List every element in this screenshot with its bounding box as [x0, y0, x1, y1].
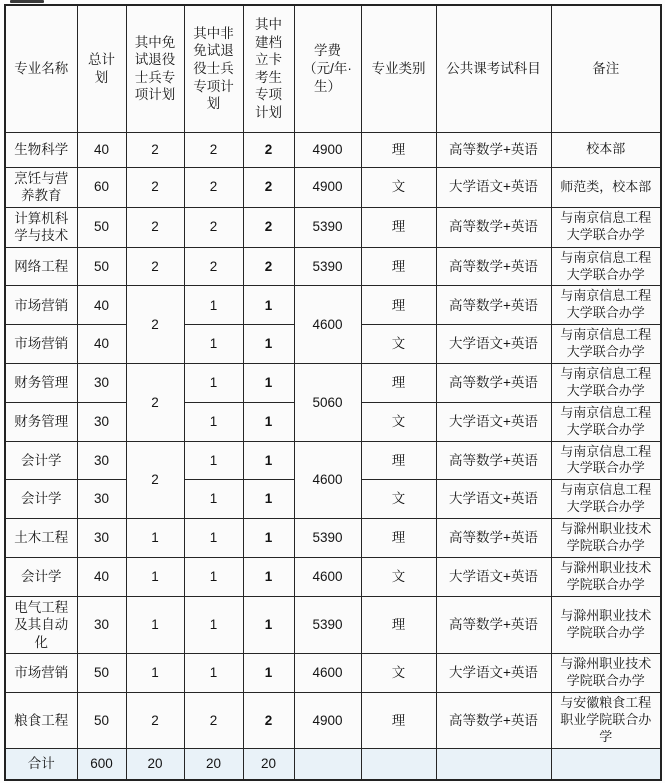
- table-cell: 会计学: [5, 441, 77, 480]
- table-cell: 大学语文+英语: [436, 167, 551, 207]
- table-cell: 财务管理: [5, 364, 77, 403]
- table-cell: 2: [184, 247, 243, 286]
- table-cell: 30: [77, 519, 126, 558]
- table-cell: 高等数学+英语: [436, 519, 551, 558]
- table-cell: 理: [361, 364, 436, 403]
- table-cell: 2: [243, 132, 294, 167]
- table-cell: 与南京信息工程大学联合办学: [551, 364, 661, 403]
- table-body: [5, 132, 661, 780]
- table-cell: 2: [243, 693, 294, 749]
- table-cell: 与滁州职业技术学院联合办学: [551, 654, 661, 693]
- table-cell: 1: [126, 596, 184, 654]
- table-cell: 2: [126, 286, 184, 364]
- table-cell: 30: [77, 441, 126, 480]
- table-cell: 1: [184, 325, 243, 364]
- table-cell: 40: [77, 325, 126, 364]
- table-cell: 4600: [294, 286, 361, 364]
- table-cell: 1: [126, 557, 184, 596]
- table-cell: 60: [77, 167, 126, 207]
- table-cell: 5390: [294, 519, 361, 558]
- table-cell: 1: [184, 364, 243, 403]
- column-header: 专业类别: [361, 5, 436, 132]
- table-cell: 理: [361, 207, 436, 247]
- table-cell: 1: [243, 402, 294, 441]
- table-cell: 电气工程及其自动化: [5, 596, 77, 654]
- table-cell: 1: [243, 364, 294, 403]
- table-cell: 40: [77, 132, 126, 167]
- table-cell: 600: [77, 748, 126, 780]
- table-cell: 20: [126, 748, 184, 780]
- table-cell: 1: [243, 557, 294, 596]
- table-cell: 高等数学+英语: [436, 364, 551, 403]
- table-cell: 50: [77, 693, 126, 749]
- table-cell: 大学语文+英语: [436, 402, 551, 441]
- table-cell: 与南京信息工程大学联合办学: [551, 441, 661, 480]
- table-cell: 市场营销: [5, 325, 77, 364]
- table-cell: 粮食工程: [5, 693, 77, 749]
- table-cell: 1: [243, 325, 294, 364]
- table-cell: 1: [243, 480, 294, 519]
- table-cell: 1: [184, 402, 243, 441]
- table-cell: 40: [77, 286, 126, 325]
- enrollment-plan-table: [4, 4, 662, 781]
- table-row: [5, 247, 661, 286]
- table-cell: 理: [361, 519, 436, 558]
- table-cell: 理: [361, 286, 436, 325]
- table-cell: 1: [184, 557, 243, 596]
- table-row: [5, 167, 661, 207]
- table-cell: 1: [184, 519, 243, 558]
- table-cell: 与南京信息工程大学联合办学: [551, 247, 661, 286]
- table-cell: 师范类，校本部: [551, 167, 661, 207]
- table-cell: 与南京信息工程大学联合办学: [551, 480, 661, 519]
- table-row: [5, 207, 661, 247]
- table-cell: 1: [243, 654, 294, 693]
- table-cell: 校本部: [551, 132, 661, 167]
- table-cell: 1: [184, 654, 243, 693]
- table-cell: 高等数学+英语: [436, 247, 551, 286]
- table-cell: 理: [361, 441, 436, 480]
- table-cell: 2: [126, 693, 184, 749]
- table-cell: 2: [126, 247, 184, 286]
- table-cell: 与滁州职业技术学院联合办学: [551, 557, 661, 596]
- table-cell: 文: [361, 557, 436, 596]
- table-row: [5, 519, 661, 558]
- column-header: 其中建档立卡考生专项计划: [243, 5, 294, 132]
- table-cell: 2: [243, 167, 294, 207]
- table-cell: 1: [243, 441, 294, 480]
- table-cell: 2: [126, 207, 184, 247]
- table-cell: 2: [126, 132, 184, 167]
- table-cell: 2: [184, 167, 243, 207]
- table-row: [5, 596, 661, 654]
- table-cell: 4600: [294, 654, 361, 693]
- table-cell: 文: [361, 402, 436, 441]
- table-cell: 高等数学+英语: [436, 441, 551, 480]
- table-cell: 50: [77, 654, 126, 693]
- table-row: [5, 364, 661, 403]
- table-cell: 1: [243, 519, 294, 558]
- table-cell: 30: [77, 364, 126, 403]
- table-cell: 高等数学+英语: [436, 596, 551, 654]
- table-cell: 与南京信息工程大学联合办学: [551, 402, 661, 441]
- table-cell: 高等数学+英语: [436, 132, 551, 167]
- table-cell: 大学语文+英语: [436, 325, 551, 364]
- table-cell: 高等数学+英语: [436, 693, 551, 749]
- table-cell: 4900: [294, 132, 361, 167]
- table-row: [5, 132, 661, 167]
- table-cell: 与安徽粮食工程职业学院联合办学: [551, 693, 661, 749]
- table-cell: [436, 748, 551, 780]
- table-cell: 与滁州职业技术学院联合办学: [551, 596, 661, 654]
- table-cell: 2: [126, 364, 184, 442]
- table-cell: 30: [77, 402, 126, 441]
- table-cell: 理: [361, 693, 436, 749]
- table-cell: 土木工程: [5, 519, 77, 558]
- table-cell: 4600: [294, 557, 361, 596]
- column-header: 专业名称: [5, 5, 77, 132]
- table-cell: [294, 748, 361, 780]
- table-cell: 文: [361, 325, 436, 364]
- table-row: [5, 441, 661, 480]
- column-header: 公共课考试科目: [436, 5, 551, 132]
- table-cell: 2: [126, 441, 184, 519]
- table-cell: 50: [77, 247, 126, 286]
- table-cell: 理: [361, 132, 436, 167]
- table-cell: 大学语文+英语: [436, 654, 551, 693]
- table-cell: 2: [184, 132, 243, 167]
- table-cell: 会计学: [5, 557, 77, 596]
- table-row: [5, 654, 661, 693]
- table-cell: 30: [77, 480, 126, 519]
- table-cell: [361, 748, 436, 780]
- table-cell: 1: [126, 519, 184, 558]
- table-cell: 4900: [294, 693, 361, 749]
- table-cell: 1: [184, 480, 243, 519]
- column-header: 备注: [551, 5, 661, 132]
- table-cell: 4900: [294, 167, 361, 207]
- table-header-row: [5, 5, 661, 132]
- table-cell: 文: [361, 654, 436, 693]
- scan-artifact: [10, 0, 44, 3]
- table-cell: 与滁州职业技术学院联合办学: [551, 519, 661, 558]
- table-cell: 网络工程: [5, 247, 77, 286]
- table-row: [5, 693, 661, 749]
- table-cell: 2: [184, 693, 243, 749]
- table-row: [5, 557, 661, 596]
- table-cell: 文: [361, 167, 436, 207]
- column-header: 总计划: [77, 5, 126, 132]
- table-cell: 与南京信息工程大学联合办学: [551, 325, 661, 364]
- total-row: [5, 748, 661, 780]
- table-cell: 烹饪与营养教育: [5, 167, 77, 207]
- table-cell: 1: [126, 654, 184, 693]
- table-cell: 2: [126, 167, 184, 207]
- table-cell: 2: [243, 247, 294, 286]
- table-cell: 高等数学+英语: [436, 286, 551, 325]
- table-cell: 5390: [294, 247, 361, 286]
- table-cell: 20: [184, 748, 243, 780]
- table-cell: 1: [184, 596, 243, 654]
- table-cell: 50: [77, 207, 126, 247]
- table-cell: 高等数学+英语: [436, 207, 551, 247]
- table-cell: 2: [184, 207, 243, 247]
- table-cell: 30: [77, 596, 126, 654]
- table-cell: 与南京信息工程大学联合办学: [551, 286, 661, 325]
- table-cell: 生物科学: [5, 132, 77, 167]
- table-cell: 市场营销: [5, 286, 77, 325]
- table-cell: 理: [361, 247, 436, 286]
- table-row: [5, 286, 661, 325]
- table-cell: 与南京信息工程大学联合办学: [551, 207, 661, 247]
- table-cell: 计算机科学与技术: [5, 207, 77, 247]
- table-cell: 40: [77, 557, 126, 596]
- table-cell: 合计: [5, 748, 77, 780]
- table-cell: 市场营销: [5, 654, 77, 693]
- table-cell: 财务管理: [5, 402, 77, 441]
- table-cell: 大学语文+英语: [436, 480, 551, 519]
- column-header: 学费（元/年·生）: [294, 5, 361, 132]
- table-cell: 大学语文+英语: [436, 557, 551, 596]
- column-header: 其中非免试退役士兵专项计划: [184, 5, 243, 132]
- table-cell: 会计学: [5, 480, 77, 519]
- table-cell: 1: [243, 596, 294, 654]
- table-cell: 5060: [294, 364, 361, 442]
- table-cell: 1: [184, 286, 243, 325]
- table-cell: 1: [243, 286, 294, 325]
- table-cell: 2: [243, 207, 294, 247]
- table-cell: 1: [184, 441, 243, 480]
- table-cell: 5390: [294, 596, 361, 654]
- table-cell: 4600: [294, 441, 361, 519]
- table-cell: 文: [361, 480, 436, 519]
- column-header: 其中免试退役士兵专项计划: [126, 5, 184, 132]
- table-cell: 20: [243, 748, 294, 780]
- table-cell: 理: [361, 596, 436, 654]
- table-cell: 5390: [294, 207, 361, 247]
- table-cell: [551, 748, 661, 780]
